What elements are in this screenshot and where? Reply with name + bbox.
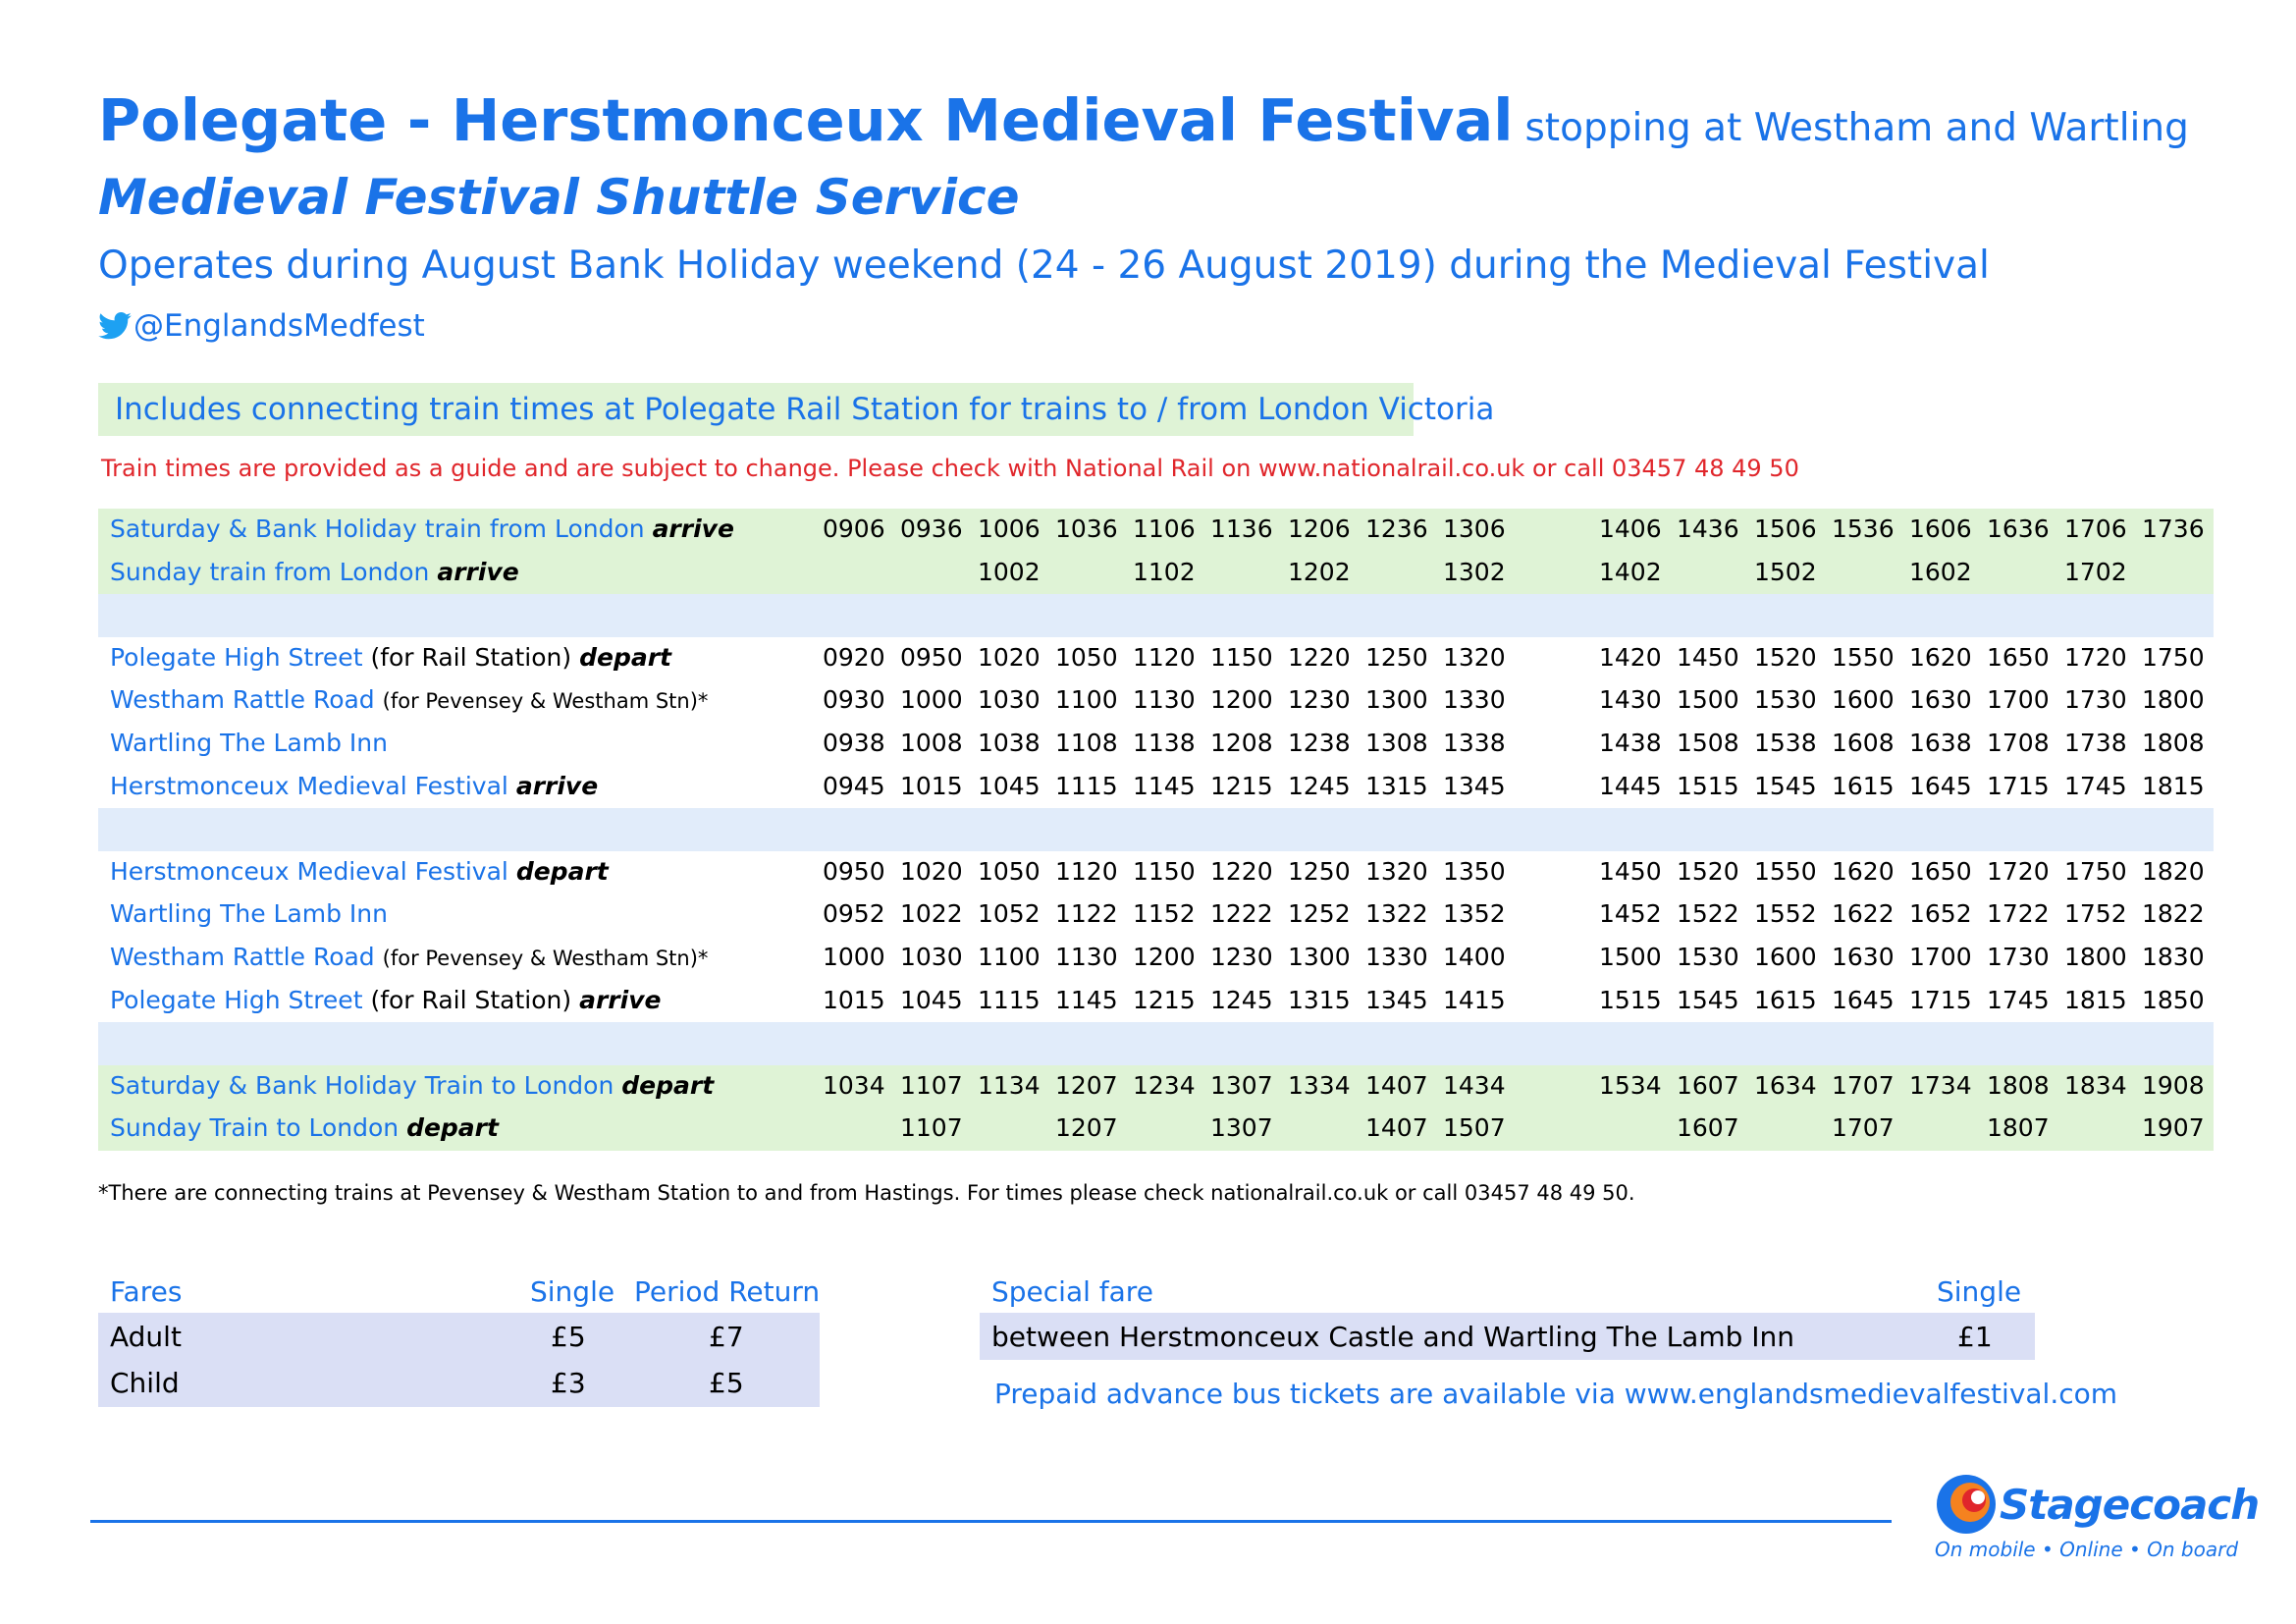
time-cell: 1122 (1055, 899, 1118, 929)
time-cell: 1706 (2064, 514, 2127, 543)
time-cell: 1338 (1443, 729, 1506, 757)
time-cell: 1002 (978, 557, 1041, 586)
time-cell: 1506 (1754, 514, 1817, 543)
timetable-row-label (110, 514, 734, 543)
time-cell: 1634 (1754, 1070, 1817, 1100)
stop-qualifier: depart (406, 1113, 499, 1143)
time-cell: 1238 (1288, 729, 1351, 757)
time-cell: 1100 (1055, 685, 1118, 715)
timetable-row-label (110, 772, 598, 800)
time-cell: 1315 (1365, 771, 1428, 800)
time-cell: 1507 (1443, 1113, 1506, 1143)
stagecoach-logo (1929, 1461, 2260, 1569)
time-cell: 1334 (1288, 1070, 1351, 1100)
time-cell: 1730 (2064, 685, 2127, 715)
time-cell: 1630 (1909, 685, 1972, 715)
time-cell: 1750 (2064, 856, 2127, 886)
time-cell: 1808 (1987, 1070, 2050, 1100)
time-cell: 1650 (1987, 642, 2050, 672)
time-cell: 1720 (1987, 856, 2050, 886)
page-title (98, 86, 2189, 154)
time-cell: 1130 (1133, 685, 1196, 715)
timetable-row (98, 509, 2214, 552)
time-cell: 1650 (1909, 856, 1972, 886)
timetable-row-label (110, 986, 661, 1014)
special-fare-heading: Special fare (991, 1275, 1153, 1308)
time-cell: 1015 (900, 771, 963, 800)
time-cell: 1407 (1365, 1070, 1428, 1100)
time-cell: 1636 (1987, 514, 2050, 543)
timetable-row (98, 851, 2214, 894)
time-cell: 1438 (1599, 729, 1662, 757)
time-cell: 1702 (2064, 557, 2127, 586)
time-cell: 1350 (1443, 856, 1506, 886)
time-cell: 1730 (1987, 943, 2050, 971)
special-fare-single: £1 (1957, 1321, 1993, 1353)
time-cell: 1545 (1677, 985, 1739, 1014)
time-cell: 0950 (900, 642, 963, 672)
timetable-spacer-row (98, 1022, 2214, 1065)
fare-adult-single: £5 (551, 1321, 586, 1353)
stagecoach-wordmark: Stagecoach (2000, 1481, 2260, 1529)
timetable-row (98, 552, 2214, 595)
stop-note: (for Pevensey & Westham Stn)* (382, 947, 709, 970)
time-cell: 1450 (1599, 856, 1662, 886)
time-cell: 1330 (1443, 685, 1506, 715)
prepaid-tickets-link[interactable]: Prepaid advance bus tickets are available via www.englandsmedievalfestival.com (994, 1378, 2118, 1410)
stop-name: Polegate High Street (110, 642, 363, 672)
time-cell: 1220 (1288, 642, 1351, 672)
timetable-row (98, 679, 2214, 723)
time-cell: 1345 (1365, 985, 1428, 1014)
time-cell: 1850 (2142, 985, 2205, 1014)
time-cell: 1345 (1443, 771, 1506, 800)
time-cell: 1436 (1677, 514, 1739, 543)
special-fare-col-single: Single (1937, 1275, 2022, 1308)
time-cell: 1000 (900, 685, 963, 715)
time-cell: 1530 (1754, 685, 1817, 715)
timetable-row-label (110, 558, 519, 586)
time-cell: 1406 (1599, 514, 1662, 543)
time-cell: 1538 (1754, 729, 1817, 757)
fare-child-single: £3 (551, 1367, 586, 1399)
time-cell: 1800 (2142, 685, 2205, 715)
time-cell: 1315 (1288, 985, 1351, 1014)
time-cell: 1136 (1210, 514, 1273, 543)
fare-type-child: Child (110, 1367, 180, 1399)
time-cell: 1102 (1133, 557, 1196, 586)
time-cell: 1645 (1909, 771, 1972, 800)
time-cell: 1708 (1987, 729, 2050, 757)
stop-qualifier: arrive (515, 771, 599, 800)
fare-child-return: £5 (709, 1367, 744, 1399)
time-cell: 1707 (1832, 1070, 1895, 1100)
time-cell: 1220 (1210, 856, 1273, 886)
time-cell: 1115 (978, 985, 1041, 1014)
time-cell: 1134 (978, 1070, 1041, 1100)
time-cell: 1515 (1599, 985, 1662, 1014)
time-cell: 1752 (2064, 899, 2127, 929)
stop-name: Sunday train from London (110, 557, 430, 586)
time-cell: 1100 (978, 943, 1041, 971)
time-cell: 1050 (1055, 642, 1118, 672)
special-fare-description: between Herstmonceux Castle and Wartling The Lamb Inn (991, 1321, 1795, 1353)
stagecoach-logo-icon (1935, 1473, 1998, 1536)
time-cell: 0945 (823, 771, 885, 800)
time-cell: 1030 (900, 943, 963, 971)
time-cell: 1530 (1677, 943, 1739, 971)
time-cell: 1215 (1133, 985, 1196, 1014)
time-cell: 1552 (1754, 899, 1817, 929)
time-cell: 1215 (1210, 771, 1273, 800)
time-cell: 1107 (900, 1070, 963, 1100)
time-cell: 1645 (1832, 985, 1895, 1014)
time-cell: 1034 (823, 1070, 885, 1100)
time-cell: 1052 (978, 899, 1041, 929)
time-cell: 1500 (1677, 685, 1739, 715)
stop-name: Sunday Train to London (110, 1113, 400, 1143)
time-cell: 1150 (1210, 642, 1273, 672)
stop-name: Herstmonceux Medieval Festival (110, 771, 508, 800)
time-cell: 1202 (1288, 557, 1351, 586)
fare-type-adult: Adult (110, 1321, 182, 1353)
time-cell: 1006 (978, 514, 1041, 543)
time-cell: 1402 (1599, 557, 1662, 586)
time-cell: 1108 (1055, 729, 1118, 757)
time-cell: 1352 (1443, 899, 1506, 929)
time-cell: 1715 (1909, 985, 1972, 1014)
time-cell: 1445 (1599, 771, 1662, 800)
fares-table (98, 1313, 820, 1407)
twitter-handle[interactable] (98, 308, 425, 344)
fare-adult-return: £7 (709, 1321, 744, 1353)
time-cell: 1520 (1677, 856, 1739, 886)
time-cell: 1000 (823, 943, 885, 971)
time-cell: 1820 (2142, 856, 2205, 886)
time-cell: 1050 (978, 856, 1041, 886)
time-cell: 1722 (1987, 899, 2050, 929)
time-cell: 1550 (1754, 856, 1817, 886)
time-cell: 1615 (1754, 985, 1817, 1014)
time-cell: 1206 (1288, 514, 1351, 543)
time-cell: 1736 (2142, 514, 2205, 543)
time-cell: 1230 (1210, 943, 1273, 971)
timetable-row-label (110, 943, 708, 971)
operating-dates: Operates during August Bank Holiday weekend (24 - 26 August 2019) during the Medieval Festival (98, 244, 1990, 288)
time-cell: 1322 (1365, 899, 1428, 929)
time-cell: 0936 (900, 514, 963, 543)
time-cell: 1300 (1288, 943, 1351, 971)
bottom-rule (90, 1520, 1892, 1523)
time-cell: 1320 (1365, 856, 1428, 886)
twitter-bird-icon (98, 312, 132, 340)
stop-qualifier: arrive (437, 557, 519, 586)
fares-header-row (98, 1272, 820, 1313)
train-times-disclaimer: Train times are provided as a guide and are subject to change. Please check with National Rail on www.nationalrail.co.uk or call 03457 48 49 50 (101, 455, 1799, 482)
fares-col-period-return: Period Return (634, 1275, 821, 1308)
time-cell: 1834 (2064, 1070, 2127, 1100)
timetable-row (98, 937, 2214, 980)
stop-qualifier: arrive (579, 985, 662, 1014)
timetable-row-label (110, 685, 708, 714)
time-cell: 1622 (1832, 899, 1895, 929)
time-cell: 1720 (2064, 642, 2127, 672)
time-cell: 1236 (1365, 514, 1428, 543)
timetable-row-label (110, 1071, 714, 1100)
stop-name: Westham Rattle Road (110, 685, 375, 715)
time-cell: 1150 (1133, 856, 1196, 886)
fares-col-single: Single (530, 1275, 615, 1308)
time-cell: 1308 (1365, 729, 1428, 757)
time-cell: 1800 (2064, 943, 2127, 971)
stop-qualifier: depart (515, 856, 609, 886)
timetable-row (98, 893, 2214, 937)
time-cell: 1245 (1288, 771, 1351, 800)
title-suffix: stopping at Westham and Wartling (1524, 106, 2189, 150)
time-cell: 1707 (1832, 1113, 1895, 1143)
time-cell: 1630 (1832, 943, 1895, 971)
stop-qualifier: depart (579, 642, 671, 672)
time-cell: 1430 (1599, 685, 1662, 715)
time-cell: 1145 (1133, 771, 1196, 800)
time-cell: 1450 (1677, 642, 1739, 672)
stop-name: Westham Rattle Road (110, 943, 375, 971)
time-cell: 1120 (1055, 856, 1118, 886)
time-cell: 0930 (823, 685, 885, 715)
time-cell: 1715 (1987, 771, 2050, 800)
special-fare-table (980, 1313, 2035, 1360)
stop-name: Herstmonceux Medieval Festival (110, 856, 508, 886)
time-cell: 1638 (1909, 729, 1972, 757)
time-cell: 1130 (1055, 943, 1118, 971)
time-cell: 1138 (1133, 729, 1196, 757)
time-cell: 1250 (1365, 642, 1428, 672)
timetable-row (98, 980, 2214, 1023)
time-cell: 1307 (1210, 1113, 1273, 1143)
time-cell: 0906 (823, 514, 885, 543)
time-cell: 1515 (1677, 771, 1739, 800)
time-cell: 1145 (1055, 985, 1118, 1014)
stop-name: Saturday & Bank Holiday Train to London (110, 1070, 614, 1100)
time-cell: 1522 (1677, 899, 1739, 929)
time-cell: 1750 (2142, 642, 2205, 672)
timetable-row (98, 637, 2214, 680)
time-cell: 1307 (1210, 1070, 1273, 1100)
time-cell: 1245 (1210, 985, 1273, 1014)
fares-heading: Fares (110, 1275, 183, 1308)
time-cell: 1700 (1987, 685, 2050, 715)
time-cell: 1502 (1754, 557, 1817, 586)
timetable-row (98, 1108, 2214, 1151)
time-cell: 1815 (2064, 985, 2127, 1014)
stop-note: (for Rail Station) (370, 642, 572, 672)
time-cell: 1602 (1909, 557, 1972, 586)
time-cell: 1250 (1288, 856, 1351, 886)
time-cell: 1302 (1443, 557, 1506, 586)
time-cell: 1045 (978, 771, 1041, 800)
connecting-trains-banner (98, 383, 1495, 436)
time-cell: 1500 (1599, 943, 1662, 971)
twitter-handle-text: @EnglandsMedfest (133, 308, 425, 344)
time-cell: 1434 (1443, 1070, 1506, 1100)
time-cell: 1234 (1133, 1070, 1196, 1100)
time-cell: 1120 (1133, 642, 1196, 672)
time-cell: 1608 (1832, 729, 1895, 757)
timetable-row-label (110, 1113, 499, 1142)
time-cell: 1907 (2142, 1113, 2205, 1143)
time-cell: 1022 (900, 899, 963, 929)
time-cell: 1700 (1909, 943, 1972, 971)
time-cell: 1520 (1754, 642, 1817, 672)
time-cell: 0938 (823, 729, 885, 757)
stop-note: (for Pevensey & Westham Stn)* (382, 689, 709, 714)
time-cell: 1400 (1443, 943, 1506, 971)
time-cell: 1200 (1133, 943, 1196, 971)
timetable-row-label (110, 857, 609, 886)
page-subtitle: Medieval Festival Shuttle Service (98, 169, 1020, 226)
time-cell: 1407 (1365, 1113, 1428, 1143)
time-cell: 1615 (1832, 771, 1895, 800)
time-cell: 1830 (2142, 943, 2205, 971)
time-cell: 1420 (1599, 642, 1662, 672)
timetable-row-label (110, 729, 388, 757)
time-cell: 1745 (2064, 771, 2127, 800)
timetable-spacer-row (98, 594, 2214, 637)
time-cell: 1508 (1677, 729, 1739, 757)
time-cell: 1008 (900, 729, 963, 757)
time-cell: 1620 (1909, 642, 1972, 672)
time-cell: 1536 (1832, 514, 1895, 543)
stagecoach-tagline: On mobile • Online • On board (1935, 1538, 2239, 1561)
stop-name: Wartling The Lamb Inn (110, 899, 388, 929)
time-cell: 1620 (1832, 856, 1895, 886)
time-cell: 1020 (978, 642, 1041, 672)
time-cell: 1020 (900, 856, 963, 886)
time-cell: 1600 (1754, 943, 1817, 971)
special-fare-header-row (980, 1272, 2035, 1313)
time-cell: 1300 (1365, 685, 1428, 715)
time-cell: 1152 (1133, 899, 1196, 929)
time-cell: 1045 (900, 985, 963, 1014)
time-cell: 1734 (1909, 1070, 1972, 1100)
time-cell: 1200 (1210, 685, 1273, 715)
time-cell: 1607 (1677, 1113, 1739, 1143)
time-cell: 1208 (1210, 729, 1273, 757)
time-cell: 0920 (823, 642, 885, 672)
time-cell: 1106 (1133, 514, 1196, 543)
time-cell: 1207 (1055, 1070, 1118, 1100)
connecting-trains-text: Includes connecting train times at Polegate Rail Station for trains to / from London Victoria (115, 392, 1495, 427)
timetable-spacer-row (98, 808, 2214, 851)
time-cell: 1306 (1443, 514, 1506, 543)
stop-name: Saturday & Bank Holiday train from London (110, 514, 645, 543)
time-cell: 1230 (1288, 685, 1351, 715)
time-cell: 1815 (2142, 771, 2205, 800)
time-cell: 0950 (823, 856, 885, 886)
stop-qualifier: arrive (652, 514, 734, 543)
title-main: Polegate - Herstmonceux Medieval Festival (98, 86, 1514, 154)
time-cell: 1607 (1677, 1070, 1739, 1100)
timetable-row (98, 1065, 2214, 1109)
timetable-row-label (110, 643, 671, 672)
time-cell: 1330 (1365, 943, 1428, 971)
footnote: *There are connecting trains at Pevensey & Westham Station to and from Hastings. For times please check nationalrail.co.uk or call 03457 48 49 50. (98, 1181, 1635, 1205)
time-cell: 1808 (2142, 729, 2205, 757)
time-cell: 1908 (2142, 1070, 2205, 1100)
time-cell: 1107 (900, 1113, 963, 1143)
time-cell: 1036 (1055, 514, 1118, 543)
stop-qualifier: depart (621, 1070, 715, 1100)
time-cell: 1745 (1987, 985, 2050, 1014)
time-cell: 1030 (978, 685, 1041, 715)
time-cell: 1038 (978, 729, 1041, 757)
time-cell: 1600 (1832, 685, 1895, 715)
time-cell: 1252 (1288, 899, 1351, 929)
time-cell: 1015 (823, 985, 885, 1014)
time-cell: 1550 (1832, 642, 1895, 672)
time-cell: 1652 (1909, 899, 1972, 929)
time-cell: 0952 (823, 899, 885, 929)
stop-name: Polegate High Street (110, 985, 363, 1014)
stop-note: (for Rail Station) (370, 985, 572, 1014)
timetable-row (98, 766, 2214, 809)
time-cell: 1452 (1599, 899, 1662, 929)
time-cell: 1822 (2142, 899, 2205, 929)
time-cell: 1738 (2064, 729, 2127, 757)
time-cell: 1606 (1909, 514, 1972, 543)
time-cell: 1320 (1443, 642, 1506, 672)
time-cell: 1807 (1987, 1113, 2050, 1143)
timetable-row (98, 723, 2214, 766)
time-cell: 1207 (1055, 1113, 1118, 1143)
timetable-row-label (110, 899, 388, 928)
time-cell: 1115 (1055, 771, 1118, 800)
time-cell: 1415 (1443, 985, 1506, 1014)
time-cell: 1545 (1754, 771, 1817, 800)
stop-name: Wartling The Lamb Inn (110, 729, 388, 757)
time-cell: 1534 (1599, 1070, 1662, 1100)
time-cell: 1222 (1210, 899, 1273, 929)
